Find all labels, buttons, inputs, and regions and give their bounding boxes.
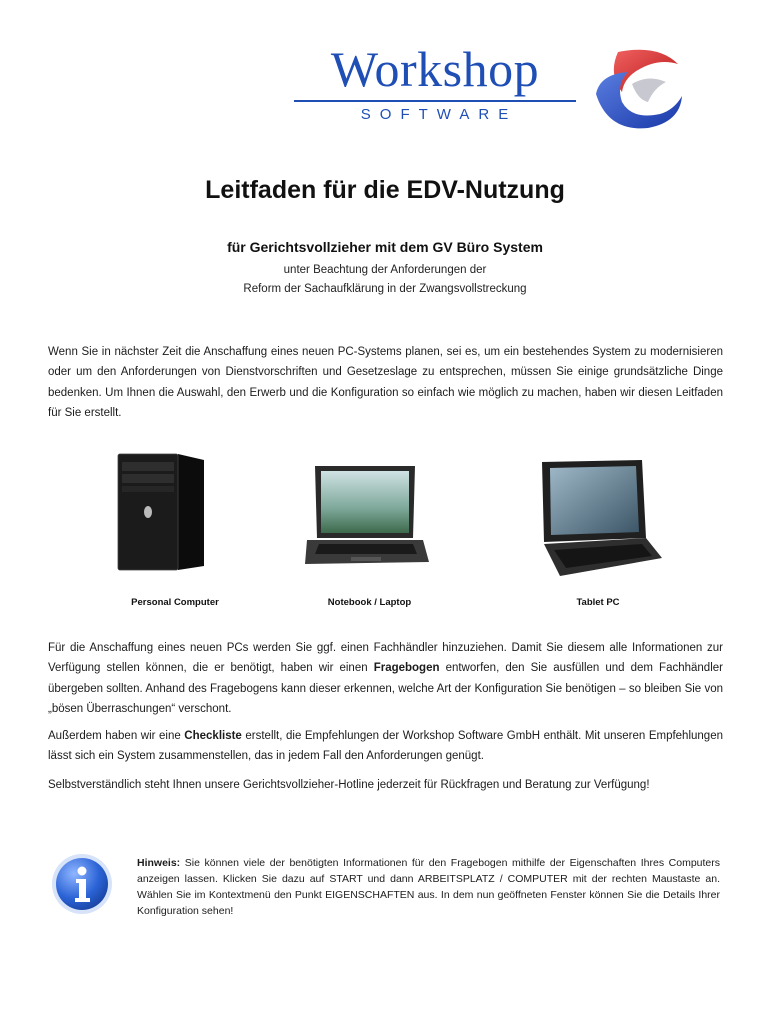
caption-tablet-pc: Tablet PC bbox=[576, 597, 620, 608]
paragraph-fragebogen bbox=[48, 638, 723, 719]
checkliste-term: Checkliste bbox=[184, 730, 242, 742]
caption-notebook-laptop: Notebook / Laptop bbox=[327, 597, 412, 608]
subtitle-note-line-2: Reform der Sachaufklärung in der Zwangsvollstreckung bbox=[243, 283, 527, 295]
paragraph-fragebogen-text-1: Für die Anschaffung eines neuen PCs werden Sie ggf. einen Fachhändler hinzuziehen. Damit Sie diesem alle Informationen zur Verfügung stellen können, die er benötigt, haben wir einen bbox=[48, 642, 723, 675]
caption-personal-computer: Personal Computer bbox=[131, 597, 219, 608]
fragebogen-term: Fragebogen bbox=[373, 662, 440, 675]
logo-subtext: SOFTWARE bbox=[360, 106, 518, 123]
intro-paragraph: Wenn Sie in nächster Zeit die Anschaffung eines neuen PC-Systems planen, sei es, um ein bestehendes System zu modernisieren oder um den Anforderungen von Dienstvorschriften und Gesetzeslage zu entsprechen, müssen Sie einige grundsätzliche Dinge bedenken. Um Ihnen die Auswahl, den Erwerb und die Konfiguration so einfach wie möglich zu machen, haben wir diesen Leitfaden für Sie erstellt. bbox=[48, 346, 723, 419]
notebook-laptop-image bbox=[305, 460, 430, 570]
hint-body: Sie können viele der benötigten Informationen für den Fragebogen mithilfe der Eigenschaften Ihres Computers anzeigen lassen. Klicken Sie dazu auf START und dann ARBEITSPLATZ / COMPUTER mit der rechten Maustaste an. Wählen Sie im Kontextmenü den Punkt EIGENSCHAFTEN aus. In dem nun geöffneten Fenster können Sie die Details Ihrer Konfiguration sehen! bbox=[137, 857, 720, 917]
logo-wordmark: Workshop bbox=[330, 41, 540, 97]
subtitle-note-line-1: unter Beachtung der Anforderungen der bbox=[283, 264, 487, 276]
personal-computer-image bbox=[112, 452, 212, 572]
hint-label: Hinweis: bbox=[137, 857, 181, 869]
workshop-logo-mark-icon bbox=[588, 44, 688, 132]
info-icon bbox=[50, 852, 114, 916]
workshop-logo bbox=[290, 40, 580, 123]
paragraph-fragebogen-text-2: entworfen, den Sie ausfüllen und dem Fachhändler übergeben sollten. Anhand des Fragebogens kann dieser erkennen, welche Art der Konfiguration Sie benötigen – so bleiben Sie von „bösen Überraschungen“ verschont. bbox=[48, 662, 723, 715]
logo-rule bbox=[294, 100, 576, 102]
paragraph-checkliste bbox=[48, 726, 723, 767]
paragraph-checkliste-text-1: Außerdem haben wir eine bbox=[48, 730, 185, 742]
document-title: Leitfaden für die EDV-Nutzung bbox=[205, 176, 565, 204]
tablet-pc-image bbox=[530, 458, 665, 580]
paragraph-hotline: Selbstverständlich steht Ihnen unsere Gerichtsvollzieher-Hotline jederzeit für Rückfragen und Beratung zur Verfügung! bbox=[48, 779, 650, 791]
hint-text bbox=[137, 855, 720, 919]
paragraph-checkliste-text-2: erstellt, die Empfehlungen der Workshop Software GmbH enthält. Mit unseren Empfehlungen lässt sich ein System zusammenstellen, das in jedem Fall den Anforderungen genügt. bbox=[48, 730, 723, 763]
document-subtitle: für Gerichtsvollzieher mit dem GV Büro System bbox=[227, 239, 543, 255]
